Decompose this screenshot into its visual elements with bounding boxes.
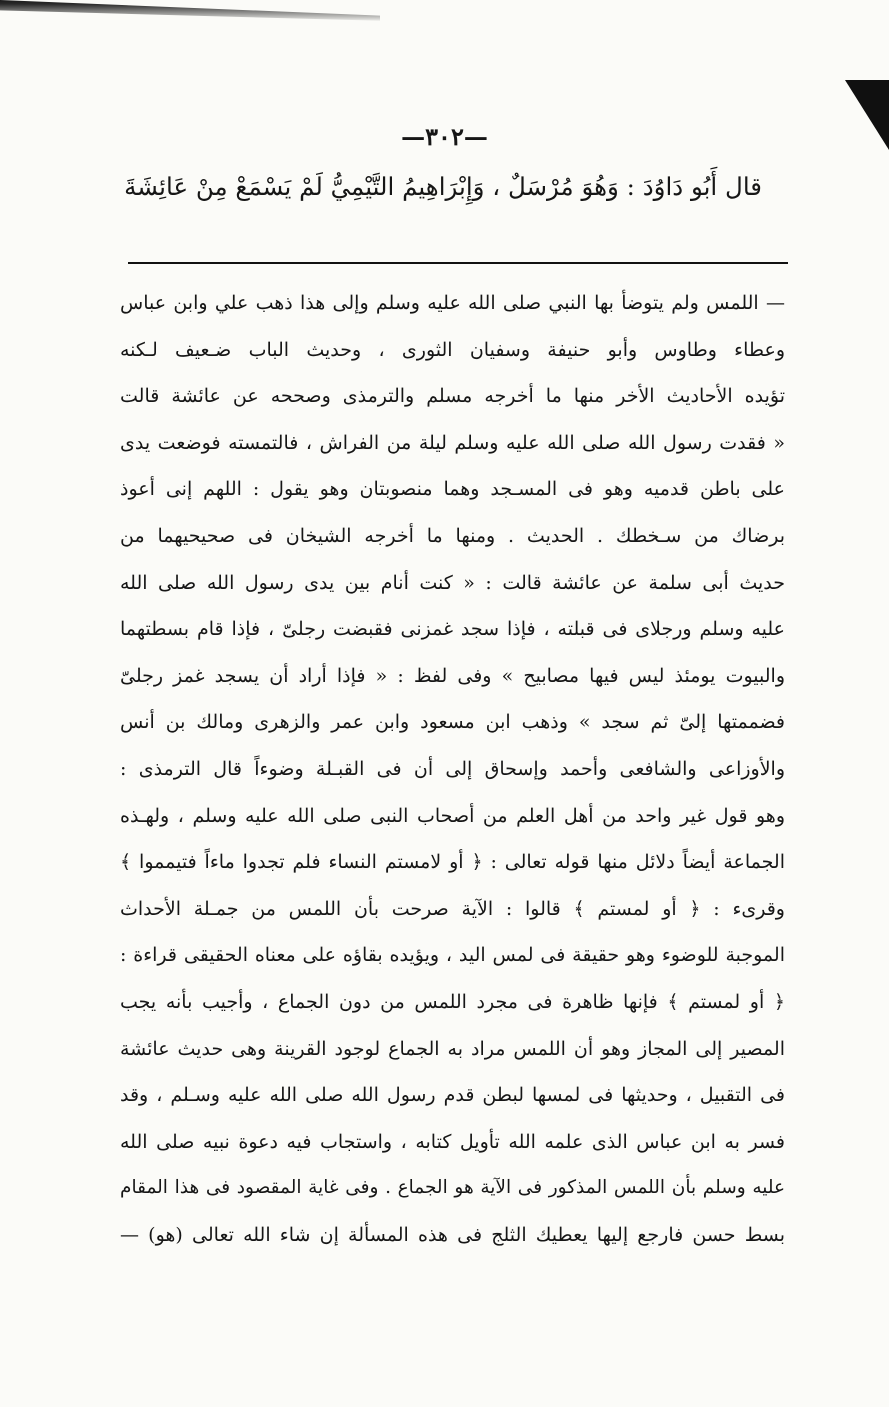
body-line: والبيوت يومئذ ليس فيها مصابيح » وفى لفظ : « فإذا أراد أن يسجد غمز رجلىّ: [120, 664, 785, 687]
header-text: قال أَبُو دَاوُدَ : وَهُوَ مُرْسَلٌ ، وَإِبْرَاهِيمُ التَّيْمِيُّ لَمْ يَسْمَعْ مِنْ عَائِشَةَ: [124, 172, 762, 201]
body-line: وعطاء وطاوس وأبو حنيفة وسفيان الثورى ، وحديث الباب ضـعيف لـكنه: [120, 338, 785, 361]
body-line: فسر به ابن عباس الذى علمه الله تأويل كتابه ، واستجاب فيه دعوة نبيه صلى الله: [120, 1130, 785, 1153]
body-line: المصير إلى المجاز وهو أن اللمس مراد به الجماع لوجود القرينة وهى حديث عائشة: [120, 1037, 785, 1060]
body-line: على باطن قدميه وهو فى المسـجد وهما منصوبتان وهو يقول : اللهم إنى أعوذ: [120, 478, 785, 501]
body-line: عليه وسلم ورجلاى فى قبلته ، فإذا سجد غمزنى فقبضت رجلىّ ، فإذا قام بسطتهما: [120, 618, 785, 641]
body-line: « فقدت رسول الله صلى الله عليه وسلم ليلة من الفراش ، فالتمسته فوضعت يدى: [120, 431, 785, 454]
body-line: فضممتها إلىّ ثم سجد » وذهب ابن مسعود وابن عمر والزهرى ومالك بن أنس: [120, 711, 785, 734]
body-line: وقرىء : ﴿ أو لمستم ﴾ قالوا : الآية صرحت بأن اللمس من جمـلة الأحداث: [120, 897, 785, 920]
body-line: وهو قول غير واحد من أهل العلم من أصحاب النبى صلى الله عليه وسلم ، ولهـذه: [120, 804, 785, 827]
body-line: الجماعة أيضاً دلائل منها قوله تعالى : ﴿ أو لامستم النساء فلم تجدوا ماءاً فتيمموا ﴾: [120, 851, 785, 874]
body-line: — اللمس ولم يتوضأ بها النبي صلى الله عليه وسلم وإلى هذا ذهب علي وابن عباس: [120, 292, 785, 314]
divider-rule: [128, 262, 788, 264]
body-line: والأوزاعى والشافعى وأحمد وإسحاق إلى أن فى القبـلة وضوءاً قال الترمذى :: [120, 757, 785, 780]
body-line: ﴿ أو لمستم ﴾ فإنها ظاهرة فى مجرد اللمس من دون الجماع ، وأجيب بأنه يجب: [120, 990, 785, 1013]
body-line: الموجبة للوضوء وهو حقيقة فى لمس اليد ، ويؤيده بقاؤه على معناه الحقيقى قراءة :: [120, 944, 785, 967]
body-line: برضاك من سـخطك . الحديث . ومنها ما أخرجه الشيخان فى صحيحيهما من: [120, 524, 785, 547]
body-line: فى التقبيل ، وحديثها فى لمسها لبطن قدم رسول الله صلى الله عليه وسـلم ، وقد: [120, 1084, 785, 1107]
body-text: [120, 280, 785, 1258]
body-line: بسط حسن فارجع إليها يعطيك الثلج فى هذه المسألة إن شاء الله تعالى (هو) —: [120, 1223, 785, 1246]
body-line: حديث أبى سلمة عن عائشة قالت : « كنت أنام بين يدى رسول الله صلى الله: [120, 571, 785, 594]
page-number: —٣٠٢—: [401, 122, 488, 151]
body-line: عليه وسلم بأن اللمس المذكور فى الآية هو الجماع . وفى غاية المقصود فى هذا المقام: [120, 1177, 785, 1199]
scan-streak: [0, 0, 380, 26]
body-line: تؤيده الأحاديث الأخر منها ما أخرجه مسلم والترمذى وصححه عن عائشة قالت: [120, 385, 785, 408]
